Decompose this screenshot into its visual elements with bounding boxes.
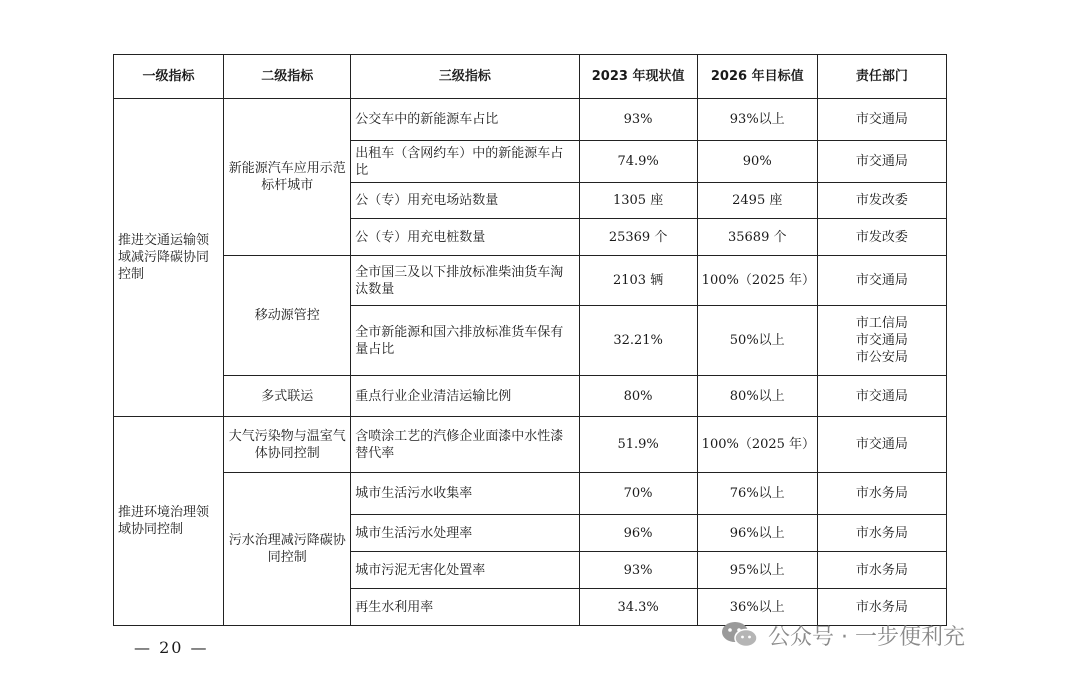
level3-indicator: 出租车（含网约车）中的新能源车占比 [351,141,579,183]
target-value-2026: 36%以上 [697,589,817,626]
responsible-department [817,473,946,515]
level3-indicator: 城市生活污水收集率 [351,473,579,515]
table-body [114,99,947,626]
responsible-department [817,417,946,473]
level2-indicator: 移动源管控 [224,256,351,376]
level3-indicator: 城市污泥无害化处置率 [351,552,579,589]
department-name: 市发改委 [855,229,908,245]
target-value-2026: 76%以上 [697,473,817,515]
page-number: — 20 — [134,638,209,657]
department-name: 市水务局 [855,525,908,541]
level2-indicator: 新能源汽车应用示范标杆城市 [224,99,351,256]
wechat-icon [720,620,760,650]
responsible-department [817,552,946,589]
department-name: 市交通局 [855,273,908,288]
current-value-2023: 34.3% [579,589,697,626]
department-name: 市交通局 [855,388,908,404]
current-value-2023: 93% [579,552,697,589]
table-row [114,473,947,515]
department-name: 市工信局 [855,316,908,331]
department-name: 市交通局 [855,154,908,169]
header-level2: 二级指标 [224,55,351,99]
level1-indicator: 推进交通运输领域减污降碳协同控制 [114,99,224,417]
current-value-2023: 80% [579,376,697,417]
responsible-department [817,376,946,417]
target-value-2026: 2495 座 [697,183,817,219]
current-value-2023: 1305 座 [579,183,697,219]
level3-indicator: 再生水利用率 [351,589,579,626]
indicator-table [113,54,947,626]
responsible-department [817,219,946,256]
level3-indicator: 全市国三及以下排放标准柴油货车淘汰数量 [351,256,579,306]
level3-indicator: 含喷涂工艺的汽修企业面漆中水性漆替代率 [351,417,579,473]
target-value-2026: 100%（2025 年） [697,256,817,306]
header-department: 责任部门 [817,55,946,99]
table-header [114,55,947,99]
responsible-department [817,306,946,376]
current-value-2023: 2103 辆 [579,256,697,306]
level3-indicator: 公（专）用充电桩数量 [351,219,579,256]
header-level3: 三级指标 [351,55,579,99]
level3-indicator: 全市新能源和国六排放标准货车保有量占比 [351,306,579,376]
department-name: 市发改委 [855,193,908,208]
department-name: 市交通局 [855,333,908,348]
header-level1: 一级指标 [114,55,224,99]
current-value-2023: 70% [579,473,697,515]
level2-indicator: 大气污染物与温室气体协同控制 [224,417,351,473]
department-name: 市水务局 [855,562,908,578]
target-value-2026: 100%（2025 年） [697,417,817,473]
department-name: 市公安局 [855,350,908,365]
level3-indicator: 城市生活污水处理率 [351,515,579,552]
table-row [114,417,947,473]
current-value-2023: 74.9% [579,141,697,183]
current-value-2023: 96% [579,515,697,552]
level2-indicator: 污水治理减污降碳协同控制 [224,473,351,626]
header-row [114,55,947,99]
responsible-department [817,515,946,552]
responsible-department [817,256,946,306]
header-current-2023: 2023 年现状值 [579,55,697,99]
department-name: 市交通局 [855,437,908,452]
table-row [114,256,947,306]
watermark-text: 公众号 · 一步便利充 [768,624,965,650]
current-value-2023: 32.21% [579,306,697,376]
current-value-2023: 51.9% [579,417,697,473]
current-value-2023: 25369 个 [579,219,697,256]
department-name: 市水务局 [855,599,908,615]
header-target-2026: 2026 年目标值 [697,55,817,99]
level1-indicator: 推进环境治理领域协同控制 [114,417,224,626]
department-name: 市交通局 [855,112,908,127]
table-row [114,99,947,141]
current-value-2023: 93% [579,99,697,141]
target-value-2026: 95%以上 [697,552,817,589]
responsible-department [817,141,946,183]
target-value-2026: 50%以上 [697,306,817,376]
responsible-department [817,99,946,141]
target-value-2026: 80%以上 [697,376,817,417]
level3-indicator: 公（专）用充电场站数量 [351,183,579,219]
watermark [720,618,965,652]
department-name: 市水务局 [855,486,908,501]
level2-indicator: 多式联运 [224,376,351,417]
table-row [114,376,947,417]
target-value-2026: 35689 个 [697,219,817,256]
target-value-2026: 90% [697,141,817,183]
level3-indicator: 重点行业企业清洁运输比例 [351,376,579,417]
target-value-2026: 93%以上 [697,99,817,141]
target-value-2026: 96%以上 [697,515,817,552]
level3-indicator: 公交车中的新能源车占比 [351,99,579,141]
responsible-department [817,183,946,219]
